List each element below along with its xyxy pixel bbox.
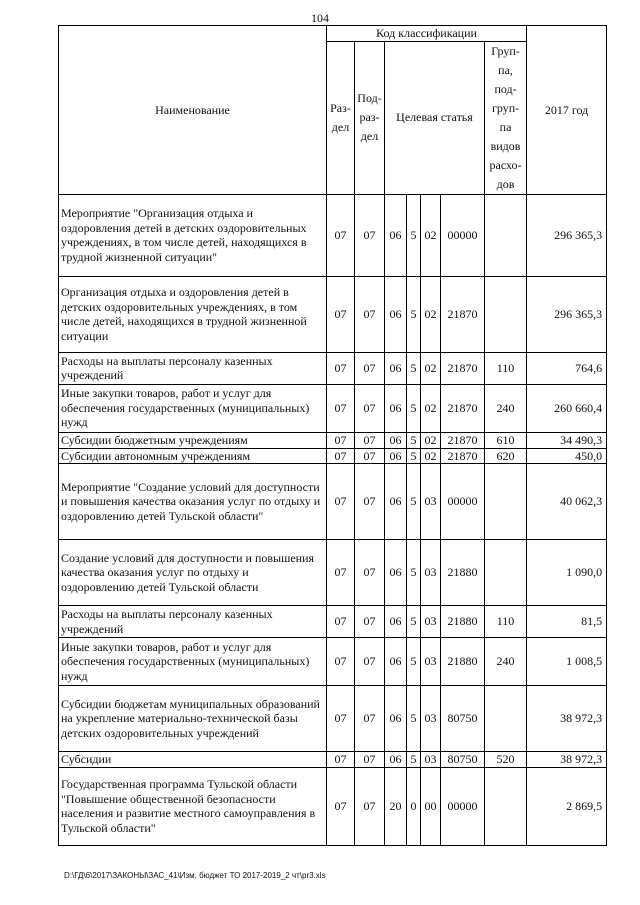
row-target-part4: 80750 [441,752,485,768]
table-row [59,686,607,752]
row-target-part1: 06 [385,194,407,276]
row-amount: 296 365,3 [527,276,607,352]
row-target-part4: 21880 [441,540,485,606]
table-row [59,464,607,540]
row-expense-group [485,686,527,752]
row-podrazdel: 07 [355,432,385,448]
header-target-article: Целевая статья [385,41,485,194]
table-row [59,606,607,638]
row-podrazdel: 07 [355,194,385,276]
row-target-part3: 00 [421,767,441,845]
row-razdel: 07 [327,606,355,638]
row-expense-group: 240 [485,384,527,432]
row-razdel: 07 [327,384,355,432]
row-razdel: 07 [327,194,355,276]
row-name: Государственная программа Тульской области "Повышение общественной безопасности населения и развитие местного самоуправления в Тульской области" [59,767,327,845]
row-target-part4: 21870 [441,448,485,464]
row-target-part3: 02 [421,432,441,448]
row-name: Расходы на выплаты персоналу казенных учреждений [59,352,327,384]
row-razdel: 07 [327,752,355,768]
row-target-part4: 00000 [441,767,485,845]
row-razdel: 07 [327,638,355,686]
row-target-part4: 80750 [441,686,485,752]
row-podrazdel: 07 [355,276,385,352]
row-target-part4: 21870 [441,432,485,448]
row-razdel: 07 [327,767,355,845]
header-expense-group: Груп- па, под- груп- па видов расхо- дов [485,41,527,194]
row-podrazdel: 07 [355,638,385,686]
table-row [59,352,607,384]
row-expense-group [485,540,527,606]
row-target-part3: 03 [421,686,441,752]
row-razdel: 07 [327,432,355,448]
row-amount: 296 365,3 [527,194,607,276]
row-expense-group: 240 [485,638,527,686]
row-target-part3: 02 [421,276,441,352]
row-target-part4: 00000 [441,194,485,276]
row-name: Иные закупки товаров, работ и услуг для обеспечения государственных (муниципальных) нужд [59,638,327,686]
row-amount: 450,0 [527,448,607,464]
row-target-part4: 21880 [441,638,485,686]
row-target-part3: 02 [421,194,441,276]
row-target-part3: 02 [421,448,441,464]
header-name: Наименование [59,26,327,195]
row-target-part3: 02 [421,384,441,432]
row-amount: 38 972,3 [527,752,607,768]
row-target-part2: 5 [407,606,421,638]
row-target-part2: 5 [407,194,421,276]
row-name: Субсидии [59,752,327,768]
row-amount: 764,6 [527,352,607,384]
row-expense-group: 610 [485,432,527,448]
row-name: Субсидии бюджетным учреждениям [59,432,327,448]
row-expense-group: 110 [485,352,527,384]
row-expense-group [485,464,527,540]
row-target-part2: 5 [407,352,421,384]
row-target-part1: 06 [385,606,407,638]
row-target-part4: 21880 [441,606,485,638]
footer-file-path: D:\ГД\6\2017\ЗАКОНЫ\ЗАС_41\Изм. бюджет ТО 2017-2019_2 чт\pr3.xls [64,871,326,880]
row-amount: 260 660,4 [527,384,607,432]
row-expense-group: 110 [485,606,527,638]
row-target-part1: 06 [385,540,407,606]
row-target-part1: 06 [385,752,407,768]
row-target-part3: 03 [421,606,441,638]
row-name: Мероприятие "Создание условий для доступности и повышения качества оказания услуг по отдыху и оздоровлению детей Тульской области" [59,464,327,540]
table-row [59,752,607,768]
row-target-part1: 06 [385,686,407,752]
row-target-part2: 0 [407,767,421,845]
table-row [59,448,607,464]
row-amount: 1 090,0 [527,540,607,606]
row-target-part3: 03 [421,638,441,686]
page-number: 104 [311,11,329,25]
row-target-part1: 06 [385,448,407,464]
table-row [59,194,607,276]
row-razdel: 07 [327,448,355,464]
table-row [59,638,607,686]
row-target-part4: 21870 [441,276,485,352]
row-podrazdel: 07 [355,686,385,752]
row-podrazdel: 07 [355,384,385,432]
row-razdel: 07 [327,464,355,540]
row-amount: 2 869,5 [527,767,607,845]
row-expense-group: 620 [485,448,527,464]
row-target-part1: 06 [385,464,407,540]
row-target-part3: 03 [421,752,441,768]
header-section: Раз- дел [327,41,355,194]
row-name: Субсидии бюджетам муниципальных образований на укрепление материально-технической базы детских оздоровительных учреждений [59,686,327,752]
budget-table [58,25,607,846]
header-subsection: Под- раз- дел [355,41,385,194]
row-target-part1: 06 [385,384,407,432]
row-razdel: 07 [327,276,355,352]
row-razdel: 07 [327,686,355,752]
row-target-part2: 5 [407,464,421,540]
row-target-part2: 5 [407,276,421,352]
row-target-part3: 03 [421,464,441,540]
row-podrazdel: 07 [355,752,385,768]
row-podrazdel: 07 [355,540,385,606]
row-target-part3: 02 [421,352,441,384]
row-razdel: 07 [327,352,355,384]
table-row [59,767,607,845]
row-target-part1: 06 [385,638,407,686]
row-target-part1: 06 [385,276,407,352]
table-row [59,432,607,448]
row-podrazdel: 07 [355,352,385,384]
row-target-part4: 21870 [441,384,485,432]
row-podrazdel: 07 [355,606,385,638]
row-name: Иные закупки товаров, работ и услуг для обеспечения государственных (муниципальных) нужд [59,384,327,432]
row-target-part3: 03 [421,540,441,606]
row-target-part2: 5 [407,384,421,432]
row-podrazdel: 07 [355,464,385,540]
row-name: Мероприятие "Организация отдыха и оздоровления детей в детских оздоровительных учреждениях, в том числе детей, находящихся в трудной жизненной ситуации" [59,194,327,276]
header-year: 2017 год [527,26,607,195]
row-name: Расходы на выплаты персоналу казенных учреждений [59,606,327,638]
row-target-part2: 5 [407,638,421,686]
table-body [59,194,607,845]
row-target-part4: 00000 [441,464,485,540]
row-razdel: 07 [327,540,355,606]
row-target-part1: 06 [385,352,407,384]
row-target-part2: 5 [407,752,421,768]
row-amount: 1 008,5 [527,638,607,686]
row-amount: 38 972,3 [527,686,607,752]
row-target-part2: 5 [407,448,421,464]
row-podrazdel: 07 [355,767,385,845]
row-name: Субсидии автономным учреждениям [59,448,327,464]
table-row [59,276,607,352]
row-amount: 81,5 [527,606,607,638]
row-name: Создание условий для доступности и повышения качества оказания услуг по отдыху и оздоровлению детей Тульской области [59,540,327,606]
row-target-part2: 5 [407,540,421,606]
row-target-part1: 06 [385,432,407,448]
row-name: Организация отдыха и оздоровления детей в детских оздоровительных учреждениях, в том числе детей, находящихся в трудной жизненной ситуации [59,276,327,352]
row-expense-group: 520 [485,752,527,768]
header-classification-code: Код классификации [327,26,527,42]
table-row [59,384,607,432]
row-target-part2: 5 [407,686,421,752]
row-expense-group [485,276,527,352]
row-expense-group [485,194,527,276]
row-amount: 34 490,3 [527,432,607,448]
row-target-part2: 5 [407,432,421,448]
row-target-part1: 20 [385,767,407,845]
row-amount: 40 062,3 [527,464,607,540]
table-row [59,540,607,606]
row-target-part4: 21870 [441,352,485,384]
row-expense-group [485,767,527,845]
row-podrazdel: 07 [355,448,385,464]
